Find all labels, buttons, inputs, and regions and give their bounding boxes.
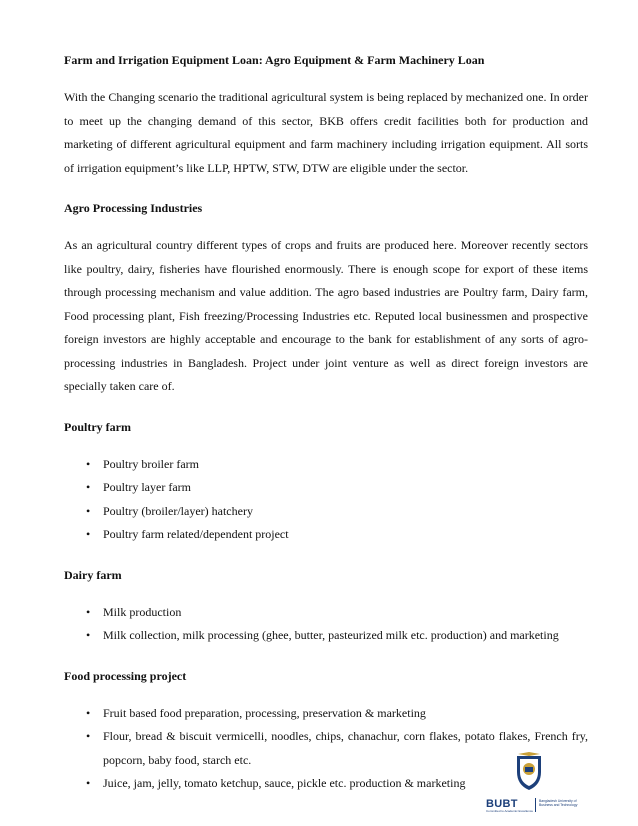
list-item: • Poultry layer farm (86, 476, 588, 500)
poultry-list (64, 453, 588, 547)
list-item: • Poultry broiler farm (86, 453, 588, 477)
section-heading-dairy: Dairy farm (64, 567, 122, 582)
section-heading-poultry: Poultry farm (64, 419, 131, 434)
section-heading-food-processing: Food processing project (64, 668, 187, 683)
university-crest-icon (514, 752, 544, 792)
paragraph-agro-processing: As an agricultural country different types of crops and fruits are produced here. Moreover recently sectors like poultry, dairy, fisheries have flourished enormously. There is enough scope for export of these items through processing mechanism and value addition. The agro based industries are Poultry farm, Dairy farm, Food processing plant, Fish freezing/Processing Industries etc. Reputed local businessmen and prospective foreign investors are highly acceptable and encourage to the bank for establishment of any sorts of agro-processing industries in Bangladesh. Project under joint venture as well as direct foreign investors are specially taken care of. (64, 238, 588, 393)
list-item: • Fruit based food preparation, processing, preservation & marketing (86, 702, 588, 726)
section-heading-agro-processing: Agro Processing Industries (64, 201, 203, 215)
list-item: • Juice, jam, jelly, tomato ketchup, sauce, pickle etc. production & marketing (86, 772, 588, 796)
dairy-list (64, 601, 588, 648)
section-heading-farm-equipment: Farm and Irrigation Equipment Loan: Agro Equipment & Farm Machinery Loan (64, 53, 485, 67)
logo-tagline: Committed to Academic Excellence (486, 809, 534, 813)
logo-divider (535, 798, 536, 812)
logo-university-name: Bangladesh University of Business and Technology (539, 799, 578, 808)
list-item: • Flour, bread & biscuit vermicelli, noodles, chips, chanachur, corn flakes, potato flakes, French fry, popcorn, baby food, starch etc. (86, 725, 588, 772)
logo-abbreviation: BUBT (486, 798, 518, 810)
list-item: • Poultry farm related/dependent project (86, 523, 588, 547)
paragraph-farm-equipment: With the Changing scenario the traditional agricultural system is being replaced by mechanized one. In order to meet up the changing demand of this sector, BKB offers credit facilities both for production and marketing of different agricultural equipment and farm machinery including irrigation equipment. All sorts of irrigation equipment’s like LLP, HPTW, STW, DTW are eligible under the sector. (64, 90, 588, 175)
list-item: • Milk production (86, 601, 588, 625)
list-item: • Poultry (broiler/layer) hatchery (86, 500, 588, 524)
university-logo (484, 752, 588, 814)
list-item: • Milk collection, milk processing (ghee, butter, pasteurized milk etc. production) and marketing (86, 624, 588, 648)
